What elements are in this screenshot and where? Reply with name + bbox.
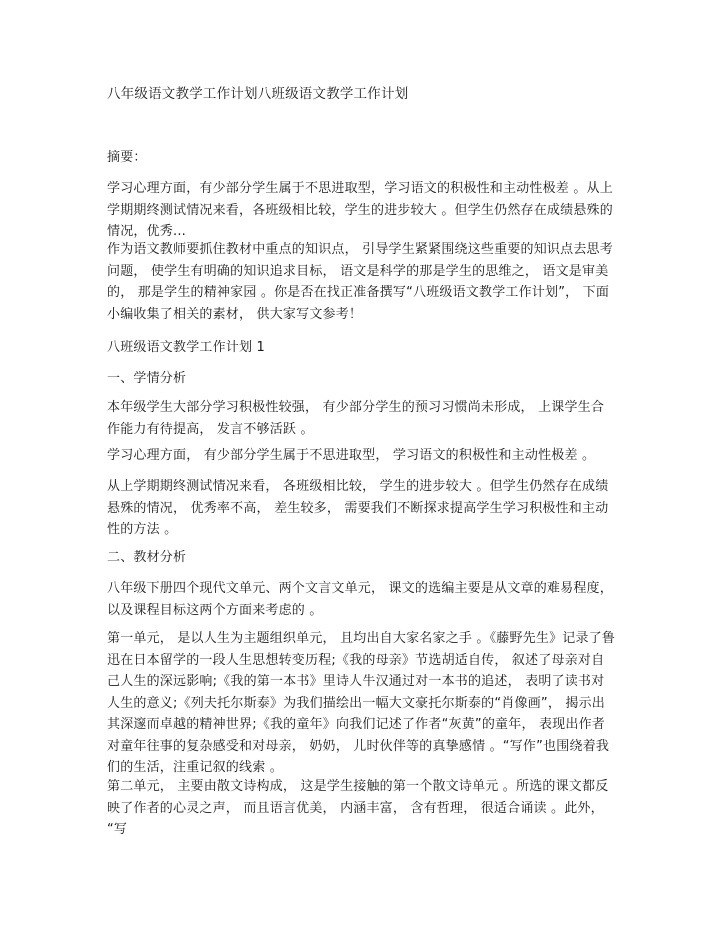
abstract-paragraph: 作为语文教师要抓住教材中重点的知识点， 引导学生紧紧围绕这些重要的知识点去思考问题， 使学生有明确的知识追求目标， 语文是科学的那是学生的思维之， 语文是审美的， 那是学生的精神家园 。你是否在找正准备撰写“八班级语文教学工作计划”， 下面小编收集了相关的素材， 供大家写文参考！ <box>107 242 613 322</box>
body-paragraph: 第二单元， 主要由散文诗构成， 这是学生接触的第一个散文诗单元 。所选的课文都反映了作者的心灵之声， 而且语言优美， 内涵丰富， 含有哲理， 很适合诵读 。此外， “写 <box>107 779 609 837</box>
body-paragraph: 本年级学生大部分学习积极性较强， 有少部分学生的预习习惯尚未形成， 上课学生合作能力有待提高， 发言不够活跃 。 <box>107 400 605 437</box>
abstract-label: 摘要： <box>107 150 147 165</box>
abstract-paragraph: 学习心理方面，有少部分学生属于不思进取型，学习语文的积极性和主动性极差 。从上学期期终测试情况来看，各班级相比较，学生的进步较大 。但学生仍然存在成绩悬殊的情况，优秀... <box>107 181 613 239</box>
body-paragraph: 学习心理方面， 有少部分学生属于不思进取型， 学习语文的积极性和主动性极差 。 <box>107 448 596 463</box>
document-title: 八年级语文教学工作计划八班级语文教学工作计划 <box>107 86 409 102</box>
section-heading: 二、教材分析 <box>107 550 187 565</box>
plan-title: 八班级语文教学工作计划 1 <box>107 340 266 355</box>
body-paragraph: 从上学期期终测试情况来看， 各班级相比较， 学生的进步较大 。但学生仍然存在成绩悬殊的情况， 优秀率不高， 差生较多， 需要我们不断探求提高学生学习积极性和主动性的方法 。 <box>107 479 609 537</box>
body-paragraph: 八年级下册四个现代文单元、两个文言文单元， 课文的选编主要是从文章的难易程度，以及课程目标这两个方面来考虑的 。 <box>107 581 613 618</box>
body-paragraph: 第一单元， 是以人生为主题组织单元， 且均出自大家名家之手 。《藤野先生》记录了鲁迅在日本留学的一段人生思想转变历程;《我的母亲》节选胡适自传， 叙述了母亲对自己人生的深远影响;《我的第一本书》里诗人牛汉通过对一本书的追述， 表明了读书对人生的意义;《列夫托尔斯泰》为我们描绘出一幅大文豪托尔斯泰的“肖像画”， 揭示出其深邃而卓越的精神世界;《我的童年》向我们记述了作者“灰黄”的童年， 表现出作者对童年往事的复杂感受和对母亲， 奶奶， 儿时伙伴等的真挚感情 。“写作”也围绕着我们的生活，注重记叙的线索 。 <box>107 631 616 775</box>
section-heading: 一、学情分析 <box>107 371 187 386</box>
